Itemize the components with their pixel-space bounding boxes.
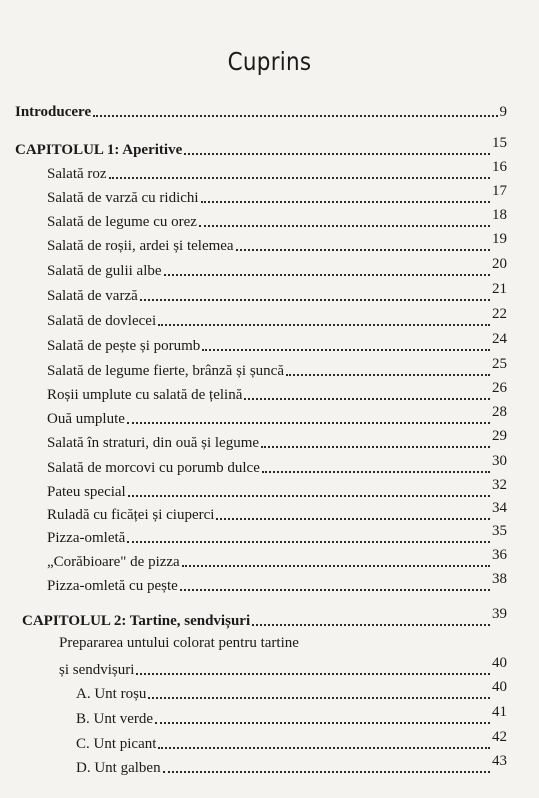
leader-dots xyxy=(184,153,490,155)
toc-entry-label: Ouă umplute xyxy=(47,411,125,427)
toc-entry xyxy=(47,500,507,524)
toc-page-number: 18 xyxy=(492,207,507,223)
toc-entry-label: A. Unt roșu xyxy=(76,686,147,702)
toc-page-number: 22 xyxy=(492,306,507,322)
toc-page-number: 40 xyxy=(492,655,507,671)
leader-dots xyxy=(244,398,490,400)
leader-dots xyxy=(199,225,490,227)
leader-dots xyxy=(202,349,490,351)
toc-entry xyxy=(47,306,507,330)
toc-page-number: 43 xyxy=(492,753,507,769)
toc-entry-label: Salată de morcovi cu porumb dulce xyxy=(47,460,260,476)
toc-entry-label: Salată roz xyxy=(47,166,107,182)
toc-page-number: 9 xyxy=(499,104,507,120)
toc-entry xyxy=(76,704,507,728)
toc-entry xyxy=(76,753,507,777)
toc-entry xyxy=(59,655,507,679)
leader-dots xyxy=(201,201,490,203)
toc-page-number: 29 xyxy=(492,428,507,444)
toc-entry-label: și sendvișuri xyxy=(59,662,135,678)
toc-entry xyxy=(47,428,507,452)
toc-entry-label: Salată în straturi, din ouă și legume xyxy=(47,435,260,451)
toc-entry xyxy=(47,183,507,207)
leader-dots xyxy=(163,771,490,773)
toc-page-number: 38 xyxy=(492,571,507,587)
toc-page-number: 35 xyxy=(492,523,507,539)
toc-entry-label: Salată de gulii albe xyxy=(47,263,162,279)
toc-entry xyxy=(47,281,507,305)
toc-entry xyxy=(47,571,507,595)
leader-dots xyxy=(127,422,490,424)
toc-entry-label: CAPITOLUL 1: Aperitive xyxy=(15,142,183,158)
leader-dots xyxy=(140,299,490,301)
toc-page-number: 21 xyxy=(492,281,507,297)
toc-entry-label: C. Unt picant xyxy=(76,736,157,752)
toc-entry-label: Salată de varză cu ridichi xyxy=(47,190,199,206)
leader-dots xyxy=(109,177,490,179)
leader-dots xyxy=(158,747,490,749)
toc-page-number: 19 xyxy=(492,231,507,247)
toc-page-number: 25 xyxy=(492,356,507,372)
toc-page-number: 41 xyxy=(492,704,507,720)
toc-entry xyxy=(47,256,507,280)
toc-page-number: 17 xyxy=(492,183,507,199)
toc-entry xyxy=(47,356,507,380)
toc-entry-introduction xyxy=(15,103,507,121)
toc-entry-label: Salată de legume cu orez xyxy=(47,214,197,230)
leader-dots xyxy=(262,471,490,473)
toc-entry-label: Salată de dovlecei xyxy=(47,313,157,329)
toc-page-number: 20 xyxy=(492,256,507,272)
toc-entry xyxy=(76,729,507,753)
toc-entry xyxy=(47,331,507,355)
leader-dots xyxy=(128,495,490,497)
toc-entry-label: Introducere xyxy=(15,104,92,120)
leader-dots xyxy=(261,446,490,448)
leader-dots xyxy=(216,518,490,520)
leader-dots xyxy=(148,697,490,699)
toc-entry xyxy=(47,404,507,428)
toc-entry-label: Pizza-omletă cu pește xyxy=(47,578,178,594)
toc-entry xyxy=(76,679,507,703)
toc-entry xyxy=(47,547,507,571)
toc-entry-label: Ruladă cu ficăței și ciuperci xyxy=(47,507,215,523)
toc-entry-label: D. Unt galben xyxy=(76,760,161,776)
toc-entry xyxy=(47,159,507,183)
toc-page-number: 34 xyxy=(492,500,507,516)
leader-dots xyxy=(155,722,490,724)
toc-page-number: 42 xyxy=(492,729,507,745)
toc-entry xyxy=(47,207,507,231)
toc-chapter-2 xyxy=(22,606,507,630)
leader-dots xyxy=(286,374,490,376)
toc-page-number: 28 xyxy=(492,404,507,420)
leader-dots xyxy=(158,324,490,326)
toc-entry xyxy=(47,380,507,404)
toc-page-number: 30 xyxy=(492,453,507,469)
toc-entry-label: Salată de legume fierte, brânză și șuncă xyxy=(47,363,284,379)
toc-entry xyxy=(47,231,507,255)
toc-entry xyxy=(47,477,507,501)
toc-entry-label: B. Unt verde xyxy=(76,711,154,727)
leader-dots xyxy=(127,541,490,543)
leader-dots xyxy=(182,565,490,567)
toc-entry-label: CAPITOLUL 2: Tartine, sendvișuri xyxy=(22,613,251,629)
toc-page-number: 16 xyxy=(492,159,507,175)
leader-dots xyxy=(164,274,490,276)
toc-page-number: 26 xyxy=(492,380,507,396)
leader-dots xyxy=(236,249,490,251)
toc-entry-label: Salată de varză xyxy=(47,288,138,304)
leader-dots xyxy=(180,589,490,591)
leader-dots xyxy=(252,624,490,626)
toc-page-number: 36 xyxy=(492,547,507,563)
toc-entry-label: Pateu special xyxy=(47,484,126,500)
toc-entry-label: Salată de pește și porumb xyxy=(47,338,201,354)
toc-entry-label-line1: Prepararea untului colorat pentru tartine xyxy=(59,635,299,651)
toc-entry-label: „Corăbioare" de pizza xyxy=(47,554,180,570)
toc-entry xyxy=(47,523,507,547)
toc-entry-label: Salată de roșii, ardei și telemea xyxy=(47,238,234,254)
toc-entry xyxy=(47,453,507,477)
page-title: Cuprins xyxy=(227,46,312,76)
toc-page-number: 15 xyxy=(492,135,507,151)
toc-chapter-1 xyxy=(15,135,507,159)
toc-page-number: 32 xyxy=(492,477,507,493)
leader-dots xyxy=(93,115,497,117)
toc-page-number: 24 xyxy=(492,331,507,347)
toc-entry-label: Roșii umplute cu salată de țelină xyxy=(47,387,243,403)
leader-dots xyxy=(136,673,490,675)
toc-entry-label: Pizza-omletă xyxy=(47,530,126,546)
toc-page-number: 40 xyxy=(492,679,507,695)
toc-page-number: 39 xyxy=(492,606,507,622)
